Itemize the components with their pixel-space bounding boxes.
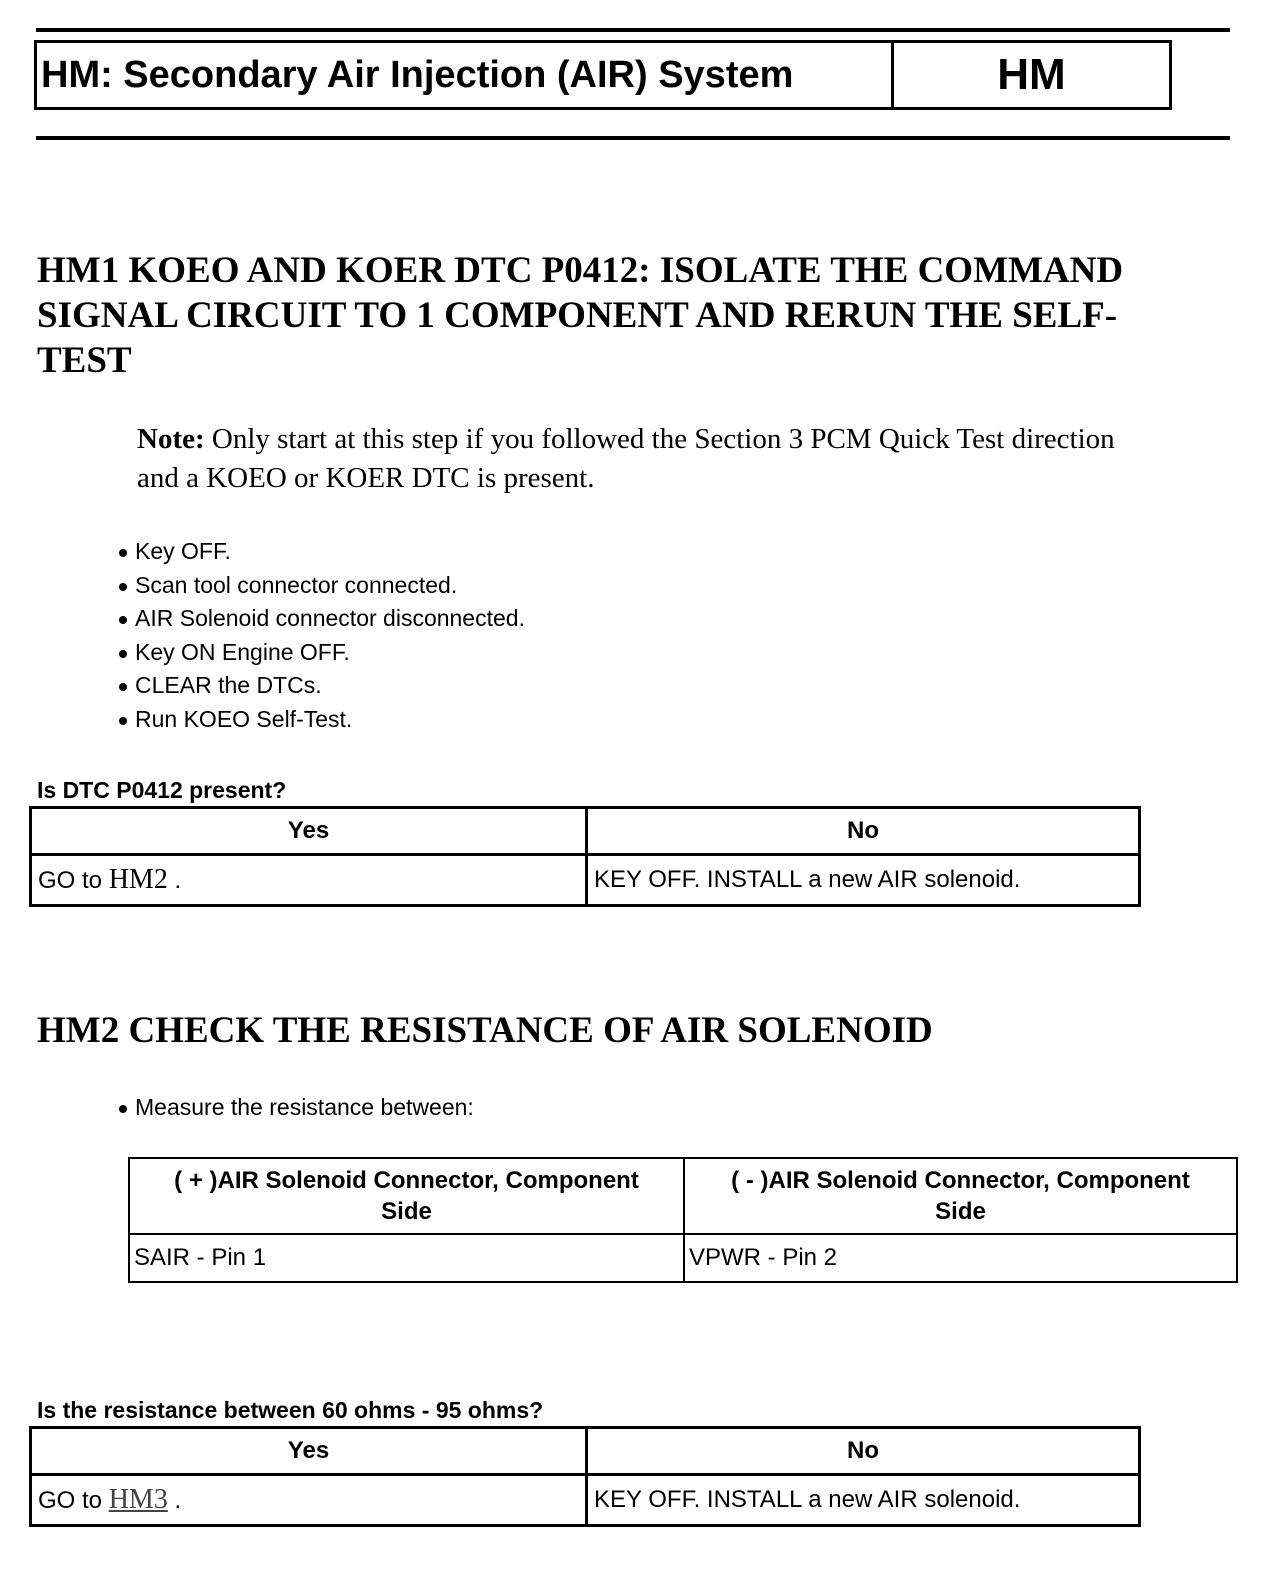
- yes-cell: [31, 855, 587, 906]
- page-header: [34, 40, 1172, 110]
- list-item: AIR Solenoid connector disconnected.: [117, 602, 525, 636]
- pin-value-negative: VPWR - Pin 2: [684, 1234, 1237, 1282]
- hm2-question: Is the resistance between 60 ohms - 95 ohms?: [37, 1397, 544, 1423]
- list-item: Run KOEO Self-Test.: [117, 703, 525, 737]
- top-rule: [36, 28, 1230, 32]
- list-item: Scan tool connector connected.: [117, 569, 525, 603]
- yes-prefix: GO to: [38, 867, 103, 894]
- hm3-link[interactable]: HM3: [108, 1484, 168, 1515]
- hm1-note: [137, 420, 1147, 498]
- header-bottom-rule: [36, 136, 1230, 140]
- hm1-heading-line1: HM1 KOEO AND KOER DTC P0412: ISOLATE THE COMMAND: [37, 250, 1124, 291]
- hm2-decision-table: [29, 1426, 1141, 1527]
- list-item: Measure the resistance between:: [117, 1091, 474, 1125]
- list-item: Key ON Engine OFF.: [117, 636, 525, 670]
- hm2-heading: HM2 CHECK THE RESISTANCE OF AIR SOLENOID: [37, 1010, 933, 1051]
- hm1-decision-table: [29, 806, 1141, 907]
- section-title: HM: Secondary Air Injection (AIR) System: [37, 43, 894, 107]
- no-cell: KEY OFF. INSTALL a new AIR solenoid.: [587, 1475, 1140, 1526]
- hm1-heading-line2: SIGNAL CIRCUIT TO 1 COMPONENT AND RERUN THE SELF-: [37, 295, 1118, 336]
- hm1-heading: [37, 248, 1123, 383]
- yes-prefix: GO to: [38, 1487, 103, 1514]
- hm2-link[interactable]: HM2: [108, 864, 168, 895]
- yes-header: Yes: [31, 808, 587, 855]
- hm1-step-list: [117, 535, 525, 737]
- hm1-heading-line3: TEST: [37, 340, 132, 381]
- yes-cell: [31, 1475, 587, 1526]
- yes-suffix: .: [174, 867, 182, 894]
- section-code: HM: [997, 50, 1066, 99]
- list-item: Key OFF.: [117, 535, 525, 569]
- note-label: Note:: [137, 423, 205, 455]
- yes-header: Yes: [31, 1428, 587, 1475]
- note-text: Only start at this step if you followed the Section 3 PCM Quick Test direction and a KOEO or KOER DTC is present.: [137, 423, 1115, 494]
- list-item: CLEAR the DTCs.: [117, 669, 525, 703]
- hm1-question: Is DTC P0412 present?: [37, 777, 287, 803]
- no-header: No: [587, 808, 1140, 855]
- pin-table-header-positive: ( + )AIR Solenoid Connector, Component Side: [129, 1158, 684, 1234]
- no-cell: KEY OFF. INSTALL a new AIR solenoid.: [587, 855, 1140, 906]
- pin-value-positive: SAIR - Pin 1: [129, 1234, 684, 1282]
- no-header: No: [587, 1428, 1140, 1475]
- yes-suffix: .: [174, 1487, 182, 1514]
- hm2-step-list: [117, 1091, 474, 1125]
- pin-table: [128, 1157, 1238, 1283]
- pin-table-header-negative: ( - )AIR Solenoid Connector, Component Side: [684, 1158, 1237, 1234]
